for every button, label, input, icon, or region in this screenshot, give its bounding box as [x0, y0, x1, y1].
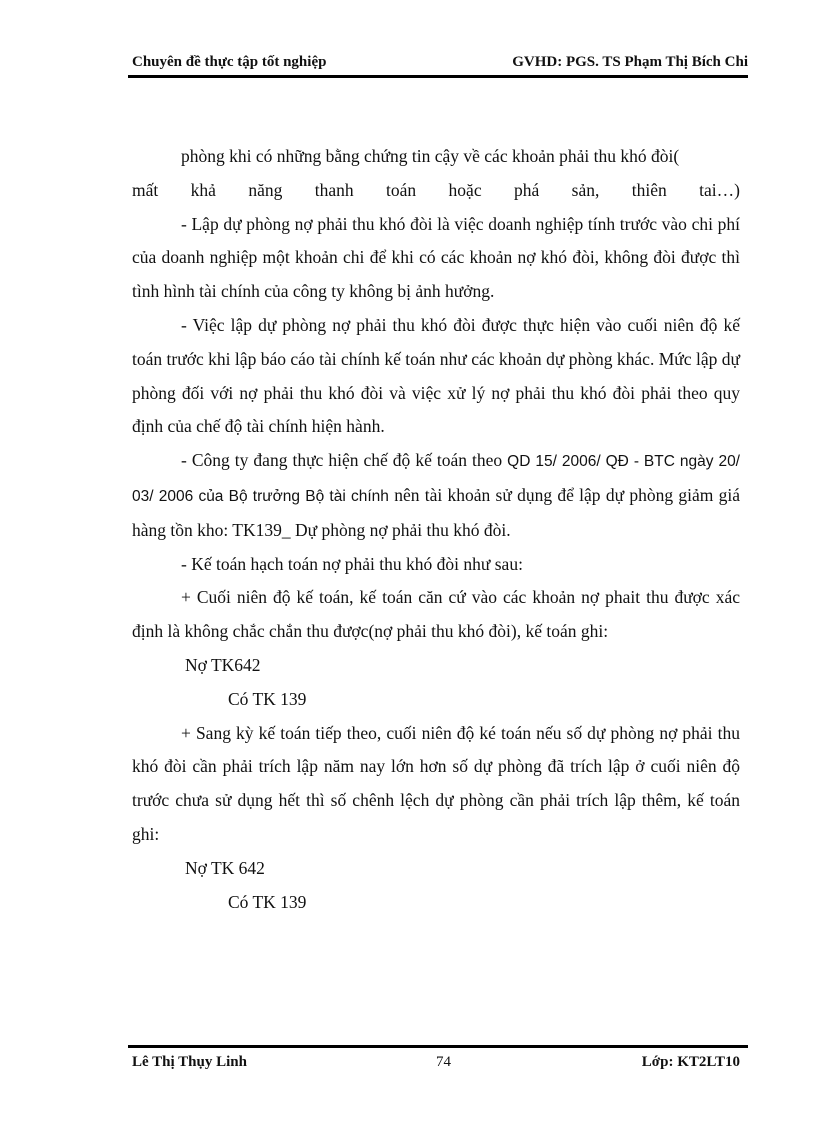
paragraph-provision-definition: - Lập dự phòng nợ phải thu khó đòi là việc doanh nghiệp tính trước vào chi phí của doanh nghiệp một khoản chi để khi có các khoản nợ khó đòi, không đòi được thì tình hình tài chính của công ty không bị ảnh hưởng. [132, 213, 740, 302]
paragraph-regulation [132, 444, 740, 547]
paragraph-provision-timing: - Việc lập dự phòng nợ phải thu khó đòi được thực hiện vào cuối niên độ kế toán trước khi lập báo cáo tài chính kế toán như các khoản dự phòng khác. Mức lập dự phòng đối với nợ phải thu khó đòi và việc xử lý nợ phải thu khó đòi phải theo quy định của chế độ tài chính hiện hành. [132, 314, 740, 437]
paragraph-next-period: + Sang kỳ kế toán tiếp theo, cuối niên độ ké toán nếu số dự phòng nợ phải thu khó đòi cần phải trích lập năm nay lớn hơn số dự phòng đã trích lập ở cuối niên độ trước chưa sử dụng hết thì số chênh lệch dự phòng cần phải trích lập thêm, kế toán ghi: [132, 722, 740, 844]
regulation-tail: nên tài khoản sử dụng để lập dự phòng giảm giá hàng tồn kho: TK139_ Dự phòng nợ phải thu khó đòi. [132, 484, 741, 540]
header-title: Chuyên đề thực tập tốt nghiệp [132, 54, 327, 70]
entry1-credit: Có TK 139 [228, 688, 307, 709]
entry1-debit: Nợ TK642 [185, 654, 261, 675]
header-rule [128, 75, 748, 78]
paragraph-continuation-line2: mất khả năng thanh toán hoặc phá sản, thiên tai…) [132, 179, 740, 200]
page-footer [132, 1054, 740, 1074]
page-number: 74 [436, 1054, 451, 1070]
footer-author: Lê Thị Thụy Linh [132, 1054, 247, 1070]
document-body [132, 140, 740, 919]
footer-class: Lớp: KT2LT10 [641, 1054, 740, 1070]
paragraph-accounting-intro: - Kế toán hạch toán nợ phải thu khó đòi như sau: [181, 553, 523, 574]
page-header [132, 54, 748, 72]
entry2-credit: Có TK 139 [228, 891, 307, 912]
entry2-debit: Nợ TK 642 [185, 857, 265, 878]
paragraph-end-of-period: + Cuối niên độ kế toán, kế toán căn cứ vào các khoản nợ phait thu được xác định là không chắc chắn thu được(nợ phải thu khó đòi), kế toán ghi: [132, 587, 740, 642]
regulation-lead: - Công ty đang thực hiện chế độ kế toán theo [181, 450, 508, 471]
paragraph-continuation-line1: phòng khi có những bằng chứng tin cậy về các khoản phải thu khó đòi( [181, 146, 680, 166]
footer-rule [128, 1045, 748, 1048]
header-advisor: GVHD: PGS. TS Phạm Thị Bích Chi [512, 54, 748, 70]
regulation-reference: QD 15/ 2006/ QĐ - BTC ngày 20/ 03/ 2006 của Bộ trưởng Bộ tài chính [132, 453, 740, 505]
